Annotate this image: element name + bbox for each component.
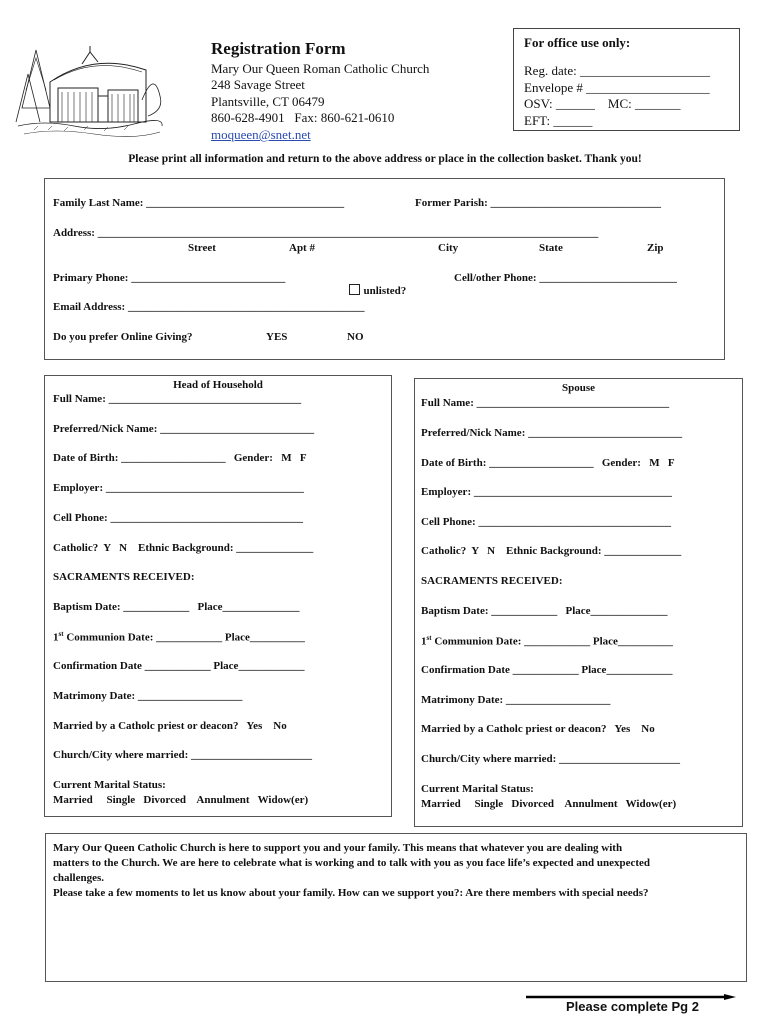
head-nick-name-field[interactable]: Preferred/Nick Name: ____________________________ [53,423,315,435]
form-title: Registration Form [211,39,346,58]
spouse-full-name-field[interactable]: Full Name: ___________________________________ [421,397,670,409]
head-communion-field[interactable] [53,630,305,644]
office-title: For office use only: [524,35,631,50]
spouse-communion-ordinal-suffix: st [426,634,432,642]
head-communion-ordinal-suffix: st [58,630,64,638]
office-osv-mc: OSV: ______ MC: _______ [524,96,681,111]
address-city-label: City [438,242,459,254]
spouse-cell-phone-field[interactable]: Cell Phone: ___________________________________ [421,516,671,528]
head-married-by-field[interactable]: Married by a Catholc priest or deacon? Yes No [53,720,287,732]
office-eft: EFT: ______ [524,113,593,128]
head-catholic-ethnic-field[interactable]: Catholic? Y N Ethnic Background: ______________ [53,542,314,554]
spouse-nick-name-field[interactable]: Preferred/Nick Name: ____________________________ [421,427,683,439]
head-confirmation-field[interactable]: Confirmation Date ____________ Place____________ [53,660,305,672]
spouse-heading: Spouse [561,382,596,394]
head-communion-label: Communion Date: ____________ Place__________ [63,631,305,644]
support-message-line-1: Mary Our Queen Catholic Church is here to support you and your family. This means that whatever you are dealing with [53,842,623,854]
office-reg-date: Reg. date: ____________________ [524,63,710,78]
head-church-city-field[interactable]: Church/City where married: ______________________ [53,749,312,761]
address-zip-label: Zip [647,242,664,254]
spouse-church-city-field[interactable]: Church/City where married: ______________________ [421,753,680,765]
spouse-communion-ordinal: 1 [421,635,427,648]
head-employer-field[interactable]: Employer: ____________________________________ [53,482,304,494]
arrow-right-icon [526,987,736,993]
church-phones: 860-628-4901 Fax: 860-621-0610 [211,110,395,125]
church-name: Mary Our Queen Roman Catholic Church [211,61,430,76]
primary-phone-field[interactable]: Primary Phone: ____________________________ [53,272,286,284]
head-communion-ordinal: 1 [53,631,59,644]
spouse-confirmation-field[interactable]: Confirmation Date ____________ Place____________ [421,664,673,676]
unlisted-label: unlisted? [363,285,407,297]
unlisted-checkbox[interactable] [349,284,360,295]
head-cell-phone-field[interactable]: Cell Phone: ___________________________________ [53,512,303,524]
address-apt-label: Apt # [289,242,315,254]
head-sacraments-label: SACRAMENTS RECEIVED: [53,571,195,583]
office-envelope: Envelope # ___________________ [524,80,710,95]
support-message-line-3: challenges. [53,872,105,884]
head-marital-options[interactable]: Married Single Divorced Annulment Widow(er) [53,794,309,806]
spouse-marital-status-label: Current Marital Status: [421,783,534,795]
head-marital-status-label: Current Marital Status: [53,779,166,791]
head-baptism-field[interactable]: Baptism Date: ____________ Place______________ [53,601,300,613]
instructions-note: Please print all information and return to the above address or place in the collection basket. Thank you! [128,153,642,165]
spouse-communion-label: Communion Date: ____________ Place__________ [431,635,673,648]
spouse-marital-options[interactable]: Married Single Divorced Annulment Widow(er) [421,798,677,810]
spouse-employer-field[interactable]: Employer: ____________________________________ [421,486,672,498]
spouse-catholic-ethnic-field[interactable]: Catholic? Y N Ethnic Background: ______________ [421,545,682,557]
email-field[interactable]: Email Address: ___________________________________________ [53,301,365,313]
head-heading: Head of Household [173,379,263,391]
spouse-matrimony-field[interactable]: Matrimony Date: ___________________ [421,694,611,706]
spouse-dob-gender-field[interactable]: Date of Birth: ___________________ Gender: M F [421,457,675,469]
spouse-sacraments-label: SACRAMENTS RECEIVED: [421,575,563,587]
online-giving-question: Do you prefer Online Giving? [53,331,193,343]
head-matrimony-field[interactable]: Matrimony Date: ___________________ [53,690,243,702]
address-street-label: Street [188,242,216,254]
office-use-box [513,28,740,131]
church-sketch-logo [14,30,164,148]
support-question: Please take a few moments to let us know about your family. How can we support you?: Are there members with special needs? [53,887,649,899]
unlisted-option[interactable] [343,272,406,297]
address-field[interactable]: Address: ___________________________________________________________________________________________ [53,227,599,239]
family-last-name-field[interactable]: Family Last Name: ____________________________________ [53,197,345,209]
head-full-name-field[interactable]: Full Name: ___________________________________ [53,393,302,405]
address-state-label: State [539,242,563,254]
church-city: Plantsville, CT 06479 [211,94,325,109]
cell-other-phone-field[interactable]: Cell/other Phone: _________________________ [454,272,677,284]
head-dob-gender-field[interactable]: Date of Birth: ___________________ Gender: M F [53,452,307,464]
spouse-married-by-field[interactable]: Married by a Catholc priest or deacon? Yes No [421,723,655,735]
spouse-baptism-field[interactable]: Baptism Date: ____________ Place______________ [421,605,668,617]
church-street: 248 Savage Street [211,77,305,92]
online-giving-no[interactable]: NO [347,331,364,343]
support-message-line-2: matters to the Church. We are here to celebrate what is working and to talk with you as you face life’s expected and unexpected [53,857,651,869]
former-parish-field[interactable]: Former Parish: _______________________________ [415,197,662,209]
spouse-communion-field[interactable] [421,634,673,648]
church-email-link[interactable]: moqueen@snet.net [211,127,311,142]
online-giving-yes[interactable]: YES [266,331,288,343]
complete-page-2-note: Please complete Pg 2 [566,999,699,1014]
